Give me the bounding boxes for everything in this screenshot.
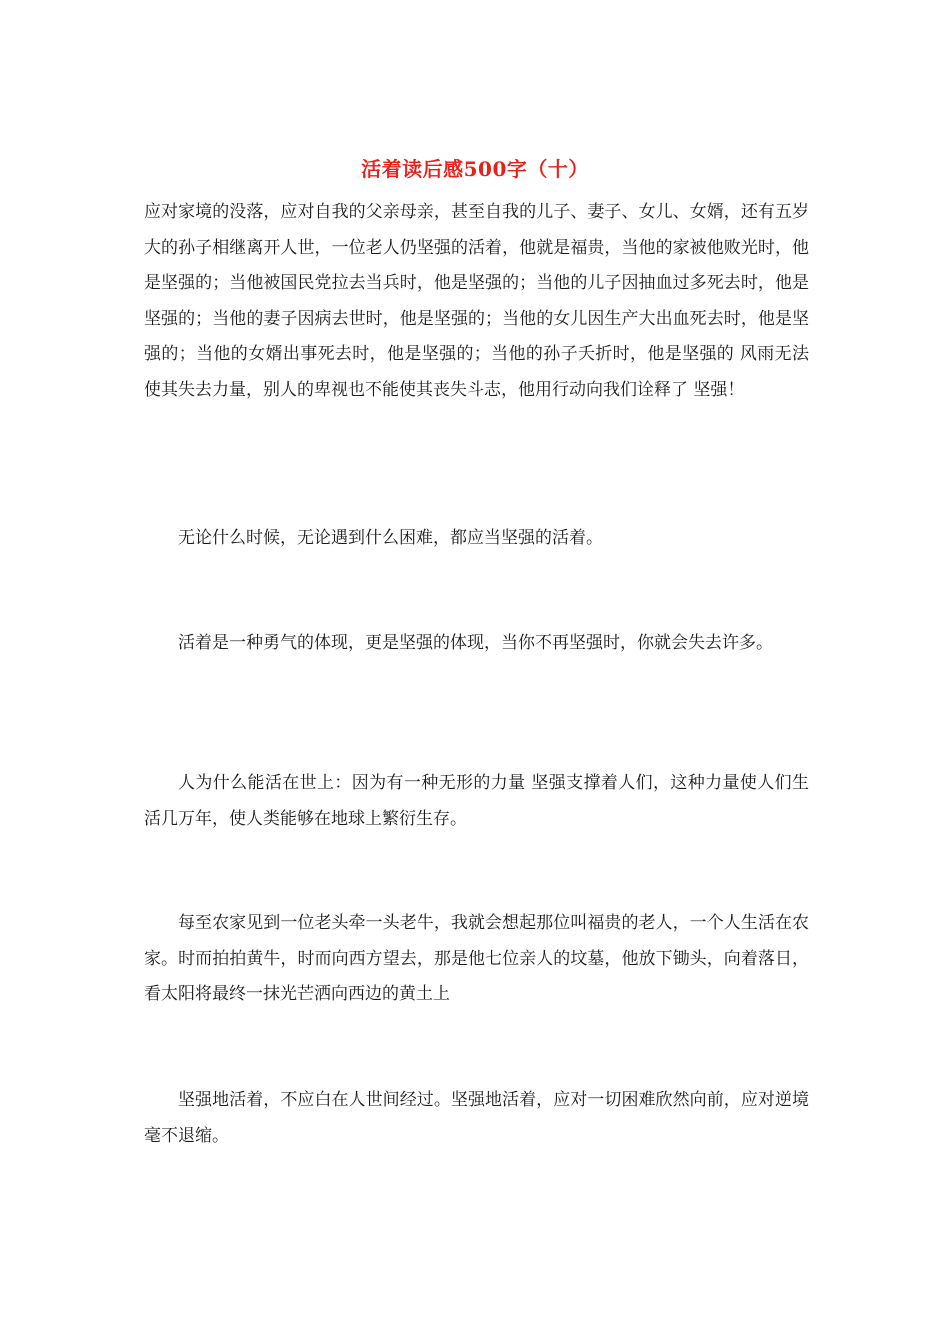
paragraph-1: 应对家境的没落，应对自我的父亲母亲，甚至自我的儿子、妻子、女儿、女婿，还有五岁大的孙子相继离开人世，一位老人仍坚强的活着，他就是福贵，当他的家被他败光时，他是坚强的；当他被国民党拉去当兵时，他是坚强的；当他的儿子因抽血过多死去时，他是坚强的；当他的妻子因病去世时，他是坚强的；当他的女儿因生产大出血死去时，他是坚强的；当他的女婿出事死去时，他是坚强的；当他的孙子夭折时，他是坚强的 风雨无法使其失去力量，别人的卑视也不能使其丧失斗志，他用行动向我们诠释了 坚强！: [144, 202, 809, 400]
paragraph-2: 无论什么时候，无论遇到什么困难，都应当坚强的活着。: [178, 528, 603, 548]
paragraph-6: 坚强地活着，不应白在人世间经过。坚强地活着，应对一切困难欣然向前，应对逆境毫不退缩。: [144, 1090, 809, 1146]
document-title: 活着读后感500字（十）: [361, 157, 589, 181]
paragraph-3: 活着是一种勇气的体现，更是坚强的体现，当你不再坚强时，你就会失去许多。: [178, 633, 773, 653]
paragraph-5: 每至农家见到一位老头牵一头老牛，我就会想起那位叫福贵的老人，一个人生活在农家。时而拍拍黄牛，时而向西方望去，那是他七位亲人的坟墓，他放下锄头，向着落日，看太阳将最终一抹光芒洒向西边的黄土上: [144, 913, 809, 1004]
paragraph-4: 人为什么能活在世上：因为有一种无形的力量 坚强支撑着人们，这种力量使人们生活几万年，使人类能够在地球上繁衍生存。: [144, 773, 809, 829]
